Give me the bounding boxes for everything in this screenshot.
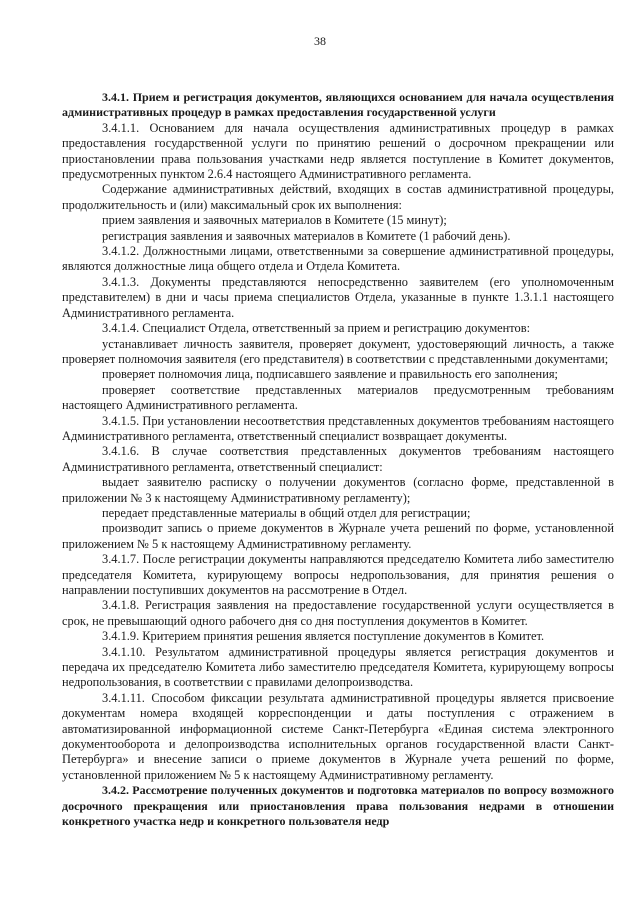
paragraph: регистрация заявления и заявочных материалов в Комитете (1 рабочий день).: [102, 228, 511, 243]
paragraph: проверяет соответствие представленных материалов предусмотренным требованиям настоящего Административного регламента.: [62, 382, 614, 413]
paragraph: выдает заявителю расписку о получении документов (согласно форме, представленной в приложении № 3 к настоящему Административному регламенту);: [62, 475, 614, 505]
section-heading-3-4-2: 3.4.2. Рассмотрение полученных документов и подготовка материалов по вопросу возможного досрочного прекращения или приостановления права пользования недрами в отношении конкретного участка недр и конкретного пользователя недр: [62, 783, 614, 829]
paragraph: 3.4.1.3. Документы представляются непосредственно заявителем (его уполномоченным представителем) в дни и часы приема специалистов Отдела, указанные в пункте 1.3.1.1 настоящего Административного регламента.: [62, 274, 614, 320]
document-body: [62, 90, 614, 830]
page-number: 38: [314, 34, 326, 48]
paragraph: 3.4.1.8. Регистрация заявления на предоставление государственной услуги осуществляется в срок, не превышающий одного рабочего дня со дня поступления документов в Комитет.: [62, 598, 614, 628]
paragraph: передает представленные материалы в общий отдел для регистрации;: [102, 505, 471, 520]
paragraph: прием заявления и заявочных материалов в Комитете (15 минут);: [102, 213, 447, 228]
paragraph: 3.4.1.2. Должностными лицами, ответственными за совершение административной процедуры, являются должностные лица общего отдела и Отдела Комитета.: [62, 244, 614, 274]
paragraph: производит запись о приеме документов в Журнале учета решений по форме, установленной приложением № 5 к настоящему Административному регламенту.: [62, 521, 614, 551]
paragraph: 3.4.1.11. Способом фиксации результата административной процедуры является присвоение документам номера входящей корреспонденции и даты поступления с отражением в автоматизированной информационной системе Санкт-Петербурга «Единая система электронного документооборота и делопроизводства исполнительных органов государственной власти Санкт-Петербурга» и внесение записи о приеме документов в Журнале учета решений по форме, установленной приложением № 5 к настоящему Административному регламенту.: [62, 690, 614, 782]
section-heading-3-4-1: 3.4.1. Прием и регистрация документов, являющихся основанием для начала осуществления административных процедур в рамках предоставления государственной услуги: [62, 90, 614, 120]
paragraph: 3.4.1.6. В случае соответствия представленных документов требованиям настоящего Административного регламента, ответственный специалист:: [62, 444, 614, 474]
paragraph: 3.4.1.7. После регистрации документы направляются председателю Комитета либо заместителю председателя Комитета, курирующему вопросы недропользования, для принятия решения о направлении поступивших документов на рассмотрение в Отдел.: [62, 552, 614, 597]
paragraph: устанавливает личность заявителя, проверяет документ, удостоверяющий личность, а также проверяет полномочия заявителя (его представителя) в соответствии с представленными документами;: [62, 336, 614, 366]
paragraph: 3.4.1.10. Результатом административной процедуры является регистрация документов и передача их председателю Комитета либо заместителю председателя Комитета, курирующему вопросы недропользования, в соответствии с правилами делопроизводства.: [62, 644, 614, 690]
paragraph: Содержание административных действий, входящих в состав административной процедуры, продолжительность и (или) максимальный срок их выполнения:: [62, 182, 614, 212]
paragraph: 3.4.1.5. При установлении несоответствия представленных документов требованиям настоящего Административного регламента, ответственный специалист возвращает документы.: [62, 413, 614, 443]
paragraph: проверяет полномочия лица, подписавшего заявление и правильность его заполнения;: [102, 367, 558, 382]
paragraph: 3.4.1.9. Критерием принятия решения является поступление документов в Комитет.: [102, 629, 545, 644]
paragraph: 3.4.1.4. Специалист Отдела, ответственный за прием и регистрацию документов:: [102, 321, 531, 336]
paragraph: 3.4.1.1. Основанием для начала осуществления административных процедур в рамках предоставления государственной услуги по принятию решений о досрочном прекращении или приостановлении права пользования участками недр является поступление в Комитет документов, предусмотренных пунктом 2.6.4 настоящего Административного регламента.: [62, 120, 614, 182]
